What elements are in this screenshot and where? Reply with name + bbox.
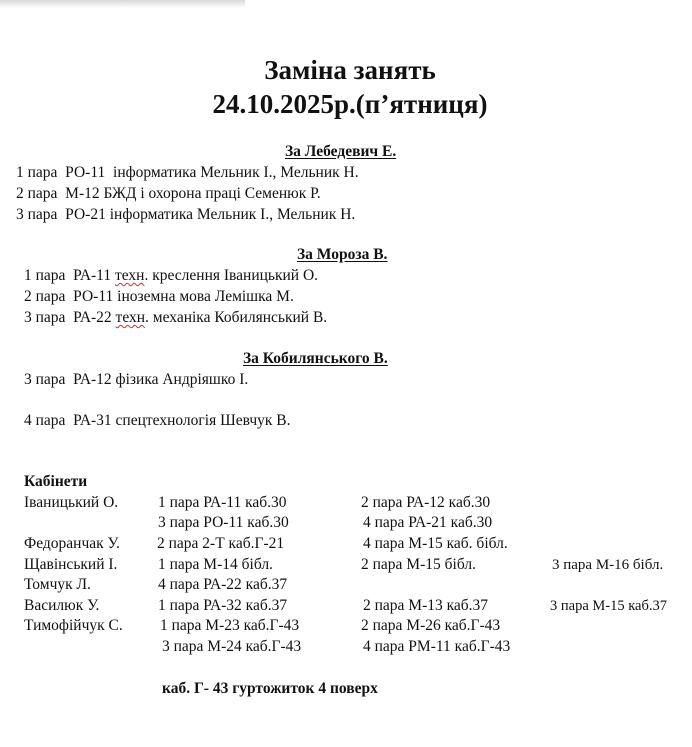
page-top-shadow [0, 0, 245, 8]
room-assignment: 4 пара РА-22 каб.37 [158, 576, 288, 593]
section-heading-moroz: За Мороза В. [297, 246, 388, 263]
replacement-line: 3 пара РА-12 фізика Андріяшко І. [24, 371, 249, 388]
replacement-line: 4 пара РА-31 спецтехнологія Шевчук В. [24, 412, 291, 429]
room-assignment: 2 пара 2-Т каб.Г-21 [157, 535, 285, 552]
room-assignment: 1 пара М-14 бібл. [158, 556, 273, 573]
replacement-line: 3 пара РА-22 техн. механіка Кобилянський В. [24, 309, 328, 326]
teacher-name: Василюк У. [24, 597, 100, 614]
room-assignment: 1 пара РА-11 каб.30 [158, 494, 287, 511]
room-assignment: 2 пара М-13 каб.37 [363, 597, 489, 614]
replacement-line: 3 пара РО-21 інформатика Мельник І., Мельник Н. [16, 206, 356, 223]
teacher-name: Томчук Л. [24, 576, 91, 593]
teacher-name: Щавінський І. [24, 556, 118, 573]
replacement-line: 1 пара РО-11 інформатика Мельник І., Мельник Н. [16, 164, 359, 181]
teacher-name: Іваницький О. [24, 494, 119, 511]
replacement-line: 2 пара РО-11 іноземна мова Лемішка М. [24, 288, 294, 305]
room-assignment: 1 пара РА-32 каб.37 [158, 597, 288, 614]
room-assignment: 2 пара М-15 бібл. [361, 556, 476, 573]
teacher-name: Тимофійчук С. [24, 617, 123, 634]
replacement-line: 1 пара РА-11 техн. креслення Іваницький О. [24, 267, 319, 284]
room-assignment: 3 пара РО-11 каб.30 [158, 514, 289, 531]
room-assignment: 4 пара М-15 каб. бібл. [363, 535, 508, 552]
spellcheck-mark: техн [115, 309, 146, 326]
footer-note: каб. Г- 43 гуртожиток 4 поверх [162, 680, 378, 697]
teacher-name: Федоранчак У. [24, 535, 120, 552]
room-assignment: 3 пара М-15 каб.37 [550, 598, 667, 614]
section-heading-lebedevych: За Лебедевич Е. [285, 143, 397, 160]
room-assignment: 3 пара М-24 каб.Г-43 [162, 638, 302, 655]
room-assignment: 3 пара М-16 бібл. [552, 557, 664, 573]
room-assignment: 2 пара РА-12 каб.30 [361, 494, 491, 511]
rooms-heading: Кабінети [24, 473, 88, 490]
room-assignment: 4 пара РМ-11 каб.Г-43 [363, 638, 511, 655]
replacement-line: 2 пара М-12 БЖД і охорона праці Семенюк Р. [16, 185, 321, 202]
spellcheck-mark: техн [114, 267, 145, 284]
page-title: Заміна занять [264, 55, 436, 85]
room-assignment: 4 пара РА-21 каб.30 [363, 514, 493, 531]
page-date: 24.10.2025р.(п’ятниця) [212, 89, 488, 119]
section-heading-kobylianskyi: За Кобилянського В. [243, 350, 388, 367]
room-assignment: 2 пара М-26 каб.Г-43 [361, 617, 501, 634]
room-assignment: 1 пара М-23 каб.Г-43 [160, 617, 300, 634]
